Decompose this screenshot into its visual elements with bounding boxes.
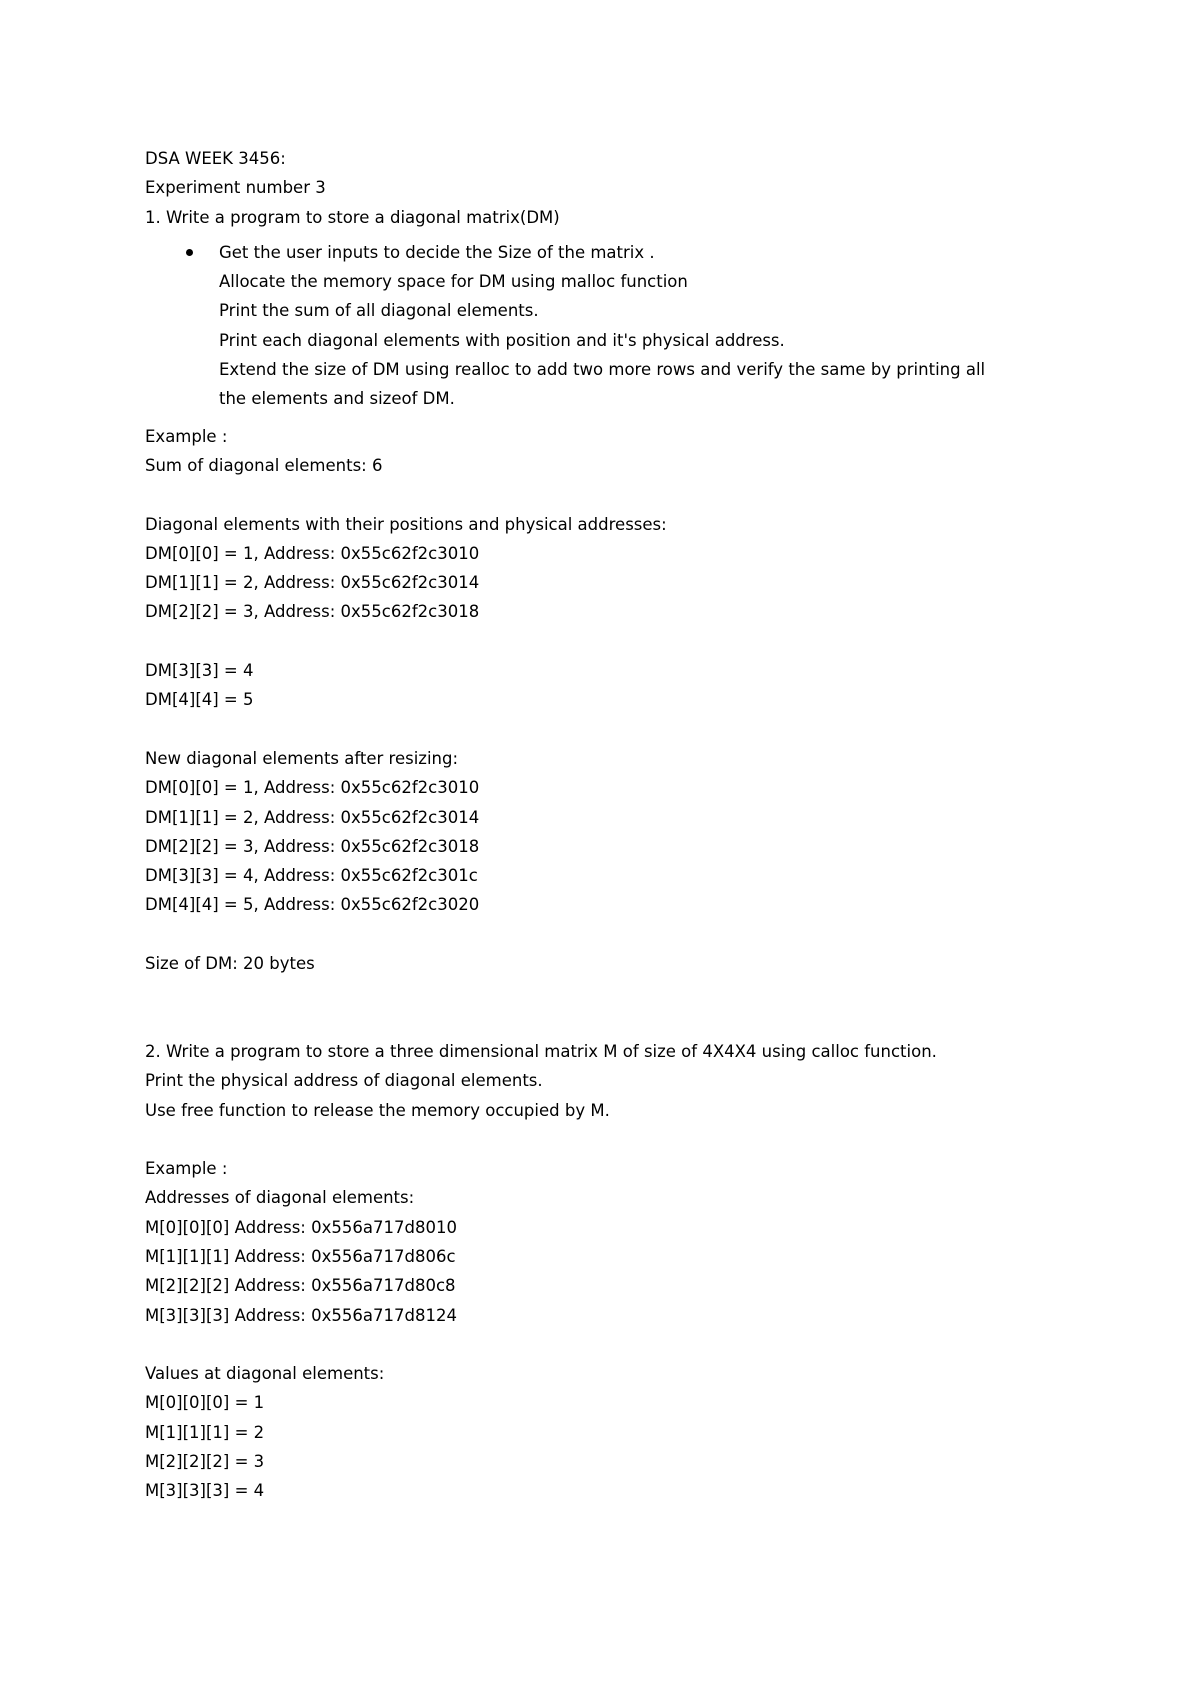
task1-bullet-line: Print each diagonal elements with position and it's physical address. xyxy=(219,330,785,350)
bullet-dot-icon xyxy=(186,249,193,256)
task2-addresses-heading: Addresses of diagonal elements: xyxy=(145,1188,415,1208)
task1-bullet-line: Get the user inputs to decide the Size of the matrix . xyxy=(219,242,655,262)
experiment-label: Experiment number 3 xyxy=(145,178,326,198)
task2-heading: 2. Write a program to store a three dimensional matrix M of size of 4X4X4 using calloc function. xyxy=(145,1041,937,1061)
task1-resized-heading: New diagonal elements after resizing: xyxy=(145,748,459,768)
task2-example-label: Example : xyxy=(145,1159,228,1179)
task1-sum-line: Sum of diagonal elements: 6 xyxy=(145,455,383,475)
document-page xyxy=(145,144,1075,1506)
resized-element-line: DM[3][3] = 4, Address: 0x55c62f2c301c xyxy=(145,866,478,886)
resized-element-line: DM[0][0] = 1, Address: 0x55c62f2c3010 xyxy=(145,778,480,798)
task1-bullet-line: Extend the size of DM using realloc to add two more rows and verify the same by printing all xyxy=(219,360,986,380)
resized-element-line: DM[4][4] = 5, Address: 0x55c62f2c3020 xyxy=(145,895,480,915)
address-line: M[1][1][1] Address: 0x556a717d806c xyxy=(145,1246,456,1266)
task1-example-label: Example : xyxy=(145,426,228,446)
resized-element-line: DM[1][1] = 2, Address: 0x55c62f2c3014 xyxy=(145,807,480,827)
address-line: M[3][3][3] Address: 0x556a717d8124 xyxy=(145,1305,457,1325)
initial-element-line: DM[1][1] = 2, Address: 0x55c62f2c3014 xyxy=(145,573,480,593)
initial-element-line: DM[0][0] = 1, Address: 0x55c62f2c3010 xyxy=(145,543,480,563)
task1-bullet-list xyxy=(145,238,1075,414)
task2-instruction-line: Use free function to release the memory occupied by M. xyxy=(145,1100,610,1120)
value-line: M[3][3][3] = 4 xyxy=(145,1481,265,1501)
task2-instruction-line: Print the physical address of diagonal elements. xyxy=(145,1071,543,1091)
task1-bullet-line: Print the sum of all diagonal elements. xyxy=(219,301,539,321)
initial-element-line: DM[2][2] = 3, Address: 0x55c62f2c3018 xyxy=(145,602,480,622)
address-line: M[0][0][0] Address: 0x556a717d8010 xyxy=(145,1217,457,1237)
value-line: M[0][0][0] = 1 xyxy=(145,1393,265,1413)
task1-bullet-line: Allocate the memory space for DM using malloc function xyxy=(219,272,688,292)
added-element-line: DM[3][3] = 4 xyxy=(145,661,254,681)
task1-heading: 1. Write a program to store a diagonal matrix(DM) xyxy=(145,207,560,227)
task1-positions-heading: Diagonal elements with their positions and physical addresses: xyxy=(145,514,667,534)
added-element-line: DM[4][4] = 5 xyxy=(145,690,254,710)
value-line: M[1][1][1] = 2 xyxy=(145,1422,265,1442)
value-line: M[2][2][2] = 3 xyxy=(145,1452,265,1472)
resized-element-line: DM[2][2] = 3, Address: 0x55c62f2c3018 xyxy=(145,836,480,856)
task2-values-heading: Values at diagonal elements: xyxy=(145,1364,385,1384)
task1-bullet-line: the elements and sizeof DM. xyxy=(219,389,455,409)
task1-size-line: Size of DM: 20 bytes xyxy=(145,954,315,974)
address-line: M[2][2][2] Address: 0x556a717d80c8 xyxy=(145,1276,456,1296)
document-title: DSA WEEK 3456: xyxy=(145,149,286,168)
